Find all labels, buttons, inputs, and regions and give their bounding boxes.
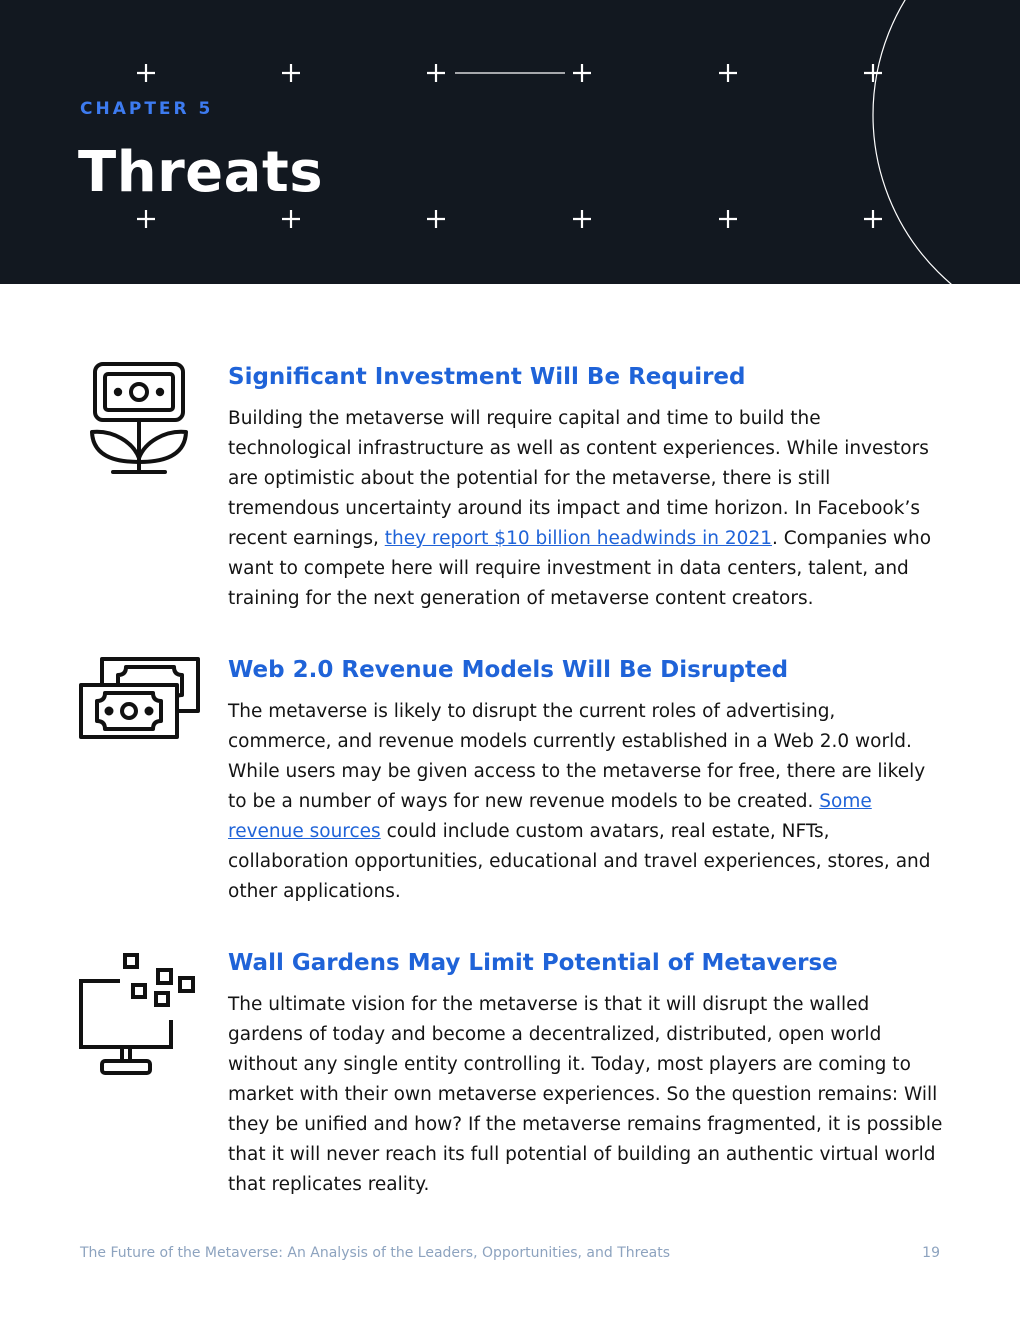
section-body: The ultimate vision for the metaverse is that it will disrupt the walled gardens of today and become a decentralized, distributed, open world without any single entity controlling it. Today, most players are coming to market with their own metaverse experiences. So the question remains: Will they be unified and how? If the metaverse remains fragmented, it is possible that it will never reach its full potential of building an authentic virtual world that replicates reality. xyxy=(228,994,943,1195)
banknotes-icon xyxy=(78,655,202,743)
footer-page-number: 19 xyxy=(922,1245,940,1261)
facebook-headwinds-link[interactable]: they report $10 billion headwinds in 2021 xyxy=(384,528,772,549)
section-heading: Web 2.0 Revenue Models Will Be Disrupted xyxy=(228,657,789,683)
section-body: Building the metaverse will require capital and time to build the technological infrastructure as well as content experiences. While investors are optimistic about the potential for the metaverse, there is still tremendous uncertainty around its impact and time horizon. In Facebook’s recent earnings, they report $10 billion headwinds in 2021. Companies who want to compete here will require investment in data centers, talent, and training for the next generation of metaverse content creators. xyxy=(228,408,932,609)
chapter-label: CHAPTER 5 xyxy=(80,99,214,119)
footer-document-title: The Future of the Metaverse: An Analysis of the Leaders, Opportunities, and Threats xyxy=(80,1245,671,1261)
money-plant-icon xyxy=(78,362,190,478)
revenue-sources-link[interactable]: Some revenue sources xyxy=(228,791,872,842)
section-heading: Significant Investment Will Be Required xyxy=(228,364,746,390)
pixel-monitor-icon xyxy=(78,948,202,1080)
section-body: The metaverse is likely to disrupt the current roles of advertising, commerce, and revenue models currently established in a Web 2.0 world. While users may be given access to the metaverse for free, there are likely to be a number of ways for new revenue models to be created. Some revenue sources could include custom avatars, real estate, NFTs, collaboration opportunities, educational and travel experiences, stores, and other applications. xyxy=(228,701,931,902)
page-title: Threats xyxy=(78,140,324,205)
chapter-header xyxy=(0,0,1020,284)
section-heading: Wall Gardens May Limit Potential of Metaverse xyxy=(228,950,838,976)
